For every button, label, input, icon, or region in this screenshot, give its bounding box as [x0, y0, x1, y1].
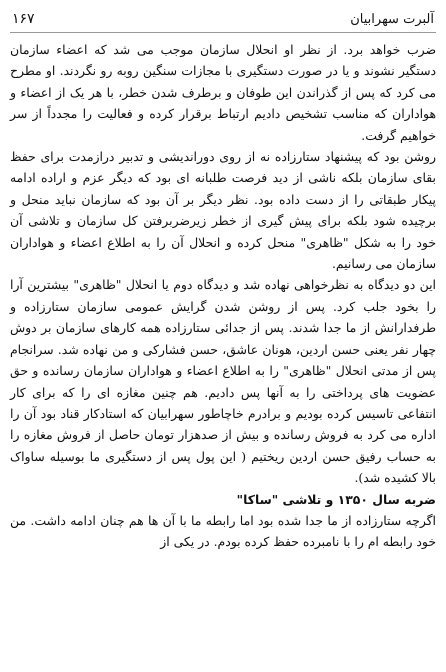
paragraph: ضرب خواهد برد. از نظر او انحلال سازمان موجب می شد که اعضاء سازمان دستگیر نشوند و یا در صورت دستگیری با مجازات سنگین روبه رو نگردند. او مطرح می کرد که پس از گذراندن این طوفان و برطرف شدن خطر، با هر یک از اعضاء و هواداران که مناسب تشخیص دادیم ارتباط برقرار کرده و فعالیت را مجدداً از سر خواهیم گرفت.	[10, 42, 436, 143]
page-header	[10, 6, 436, 33]
book-page	[10, 6, 436, 666]
running-title: آلبرت سهرابیان	[350, 11, 434, 27]
paragraph: روشن بود که پیشنهاد ستارزاده نه از روی دوراندیشی و تدبیر درازمدت برای حفظ بقای سازمان بلکه ناشی از دید فرصت طلبانه ای بود که دیگر عزم و اراده ادامه پیکار طبقاتی را از دست داده بود. نظر دیگر بر آن بود که سازمان نباید منحل و برچیده شود بلکه برای پیش گیری از خطر زیرضربرفتن کل سازمان و تلاشی آن خود را به شکل "ظاهری" منحل کرده و انحلال آن را به اطلاع اعضاء و هواداران سازمان می رسانیم.	[10, 149, 436, 272]
paragraph: اگرچه ستارزاده از ما جدا شده بود اما رابطه ما با آن ها هم چنان ادامه داشت. من خود رابطه ام را با نامبرده حفظ کرده بودم. در یکی از	[10, 512, 436, 550]
page-body	[10, 39, 436, 553]
paragraph: این دو دیدگاه به نظرخواهی نهاده شد و دیدگاه دوم یا انحلال "ظاهری" بیشترین آرا را بخود جلب کرد. پس از روشن شدن گرایش عمومی سازمان ستارزاده و طرفدارانش از ما جدا شدند. پس از جدائی ستارزاده همه کارهای سازمان بر دوش چهار نفر یعنی حسن اردین، هونان عاشق، حسن فشارکی و من نهاده شد. سرانجام پس از مدتی انحلال "ظاهری" را به اطلاع اعضاء و هواداران سازمان رسانده و حق عضویت های پرداختی را به آنها پس دادیم. هم چنین مغازه ای را که برای کار انتفاعی تاسیس کرده بودیم و برادرم خاچاطور سهرابیان که استادکار قناد بود آن را اداره می کرد به فروش رسانده و بیش از صدهزار تومان حاصل از فروش مغازه را به حساب رفیق حسن اردین ریختیم ( این پول پس از دستگیری ما بوسیله ساواک بالا کشیده شد).	[10, 277, 436, 486]
section-heading: ضربه سال ۱۳۵۰ و تلاشی "ساکا"	[236, 491, 436, 507]
page-number: ۱۶۷	[12, 11, 35, 27]
